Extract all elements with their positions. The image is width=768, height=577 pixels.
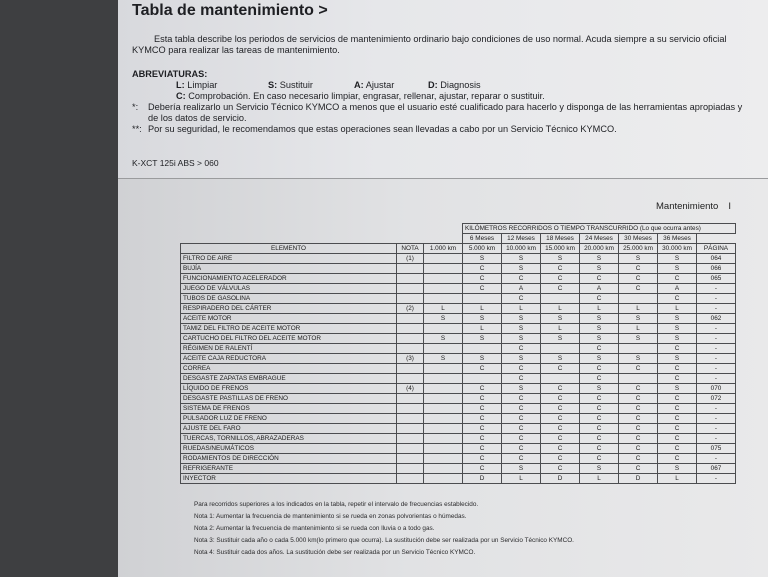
- cell-elemento: CORREA: [181, 364, 397, 374]
- cell-interval: [424, 404, 463, 414]
- cell-elemento: ACEITE CAJA REDUCTORA: [181, 354, 397, 364]
- abbr-ajustar: A: Ajustar: [354, 80, 395, 90]
- cell-interval: C: [619, 404, 658, 414]
- cell-interval: C: [580, 274, 619, 284]
- cell-elemento: INYECTOR: [181, 474, 397, 484]
- cell-elemento: REFRIGERANTE: [181, 464, 397, 474]
- cell-pagina: -: [697, 294, 736, 304]
- cell-interval: C: [580, 444, 619, 454]
- cell-elemento: LÍQUIDO DE FRENOS: [181, 384, 397, 394]
- cell-interval: C: [463, 414, 502, 424]
- cell-interval: S: [502, 384, 541, 394]
- intro-paragraph: Esta tabla describe los periodos de servicios de mantenimiento ordinario bajo condiciones de uso normal. Acuda siempre a su servicio oficial KYMCO para realizar las tareas de mantenimiento.: [132, 34, 727, 55]
- cell-interval: [424, 424, 463, 434]
- cell-nota: [397, 364, 424, 374]
- cell-interval: [541, 294, 580, 304]
- cell-interval: C: [502, 294, 541, 304]
- cell-interval: C: [580, 414, 619, 424]
- cell-interval: C: [463, 394, 502, 404]
- table-header-columns-row: [181, 244, 739, 254]
- section-title: Mantenimiento I: [656, 201, 731, 212]
- cell-interval: C: [502, 374, 541, 384]
- cell-interval: [424, 384, 463, 394]
- cell-interval: S: [658, 384, 697, 394]
- cell-interval: A: [502, 284, 541, 294]
- cell-interval: [424, 474, 463, 484]
- table-row: [181, 404, 739, 414]
- cell-interval: S: [580, 354, 619, 364]
- cell-interval: S: [619, 334, 658, 344]
- cell-interval: C: [580, 454, 619, 464]
- table-header-months-row: [181, 234, 739, 244]
- cell-interval: C: [541, 274, 580, 284]
- cell-pagina: 070: [697, 384, 736, 394]
- table-row: [181, 394, 739, 404]
- table-row: [181, 354, 739, 364]
- cell-elemento: TUBOS DE GASOLINA: [181, 294, 397, 304]
- cell-interval: S: [502, 324, 541, 334]
- cell-interval: A: [658, 284, 697, 294]
- cell-interval: [424, 414, 463, 424]
- table-row: [181, 264, 739, 274]
- cell-interval: C: [502, 424, 541, 434]
- cell-interval: [424, 294, 463, 304]
- cell-pagina: -: [697, 284, 736, 294]
- month-header: 24 Meses: [580, 234, 619, 244]
- cell-interval: C: [541, 444, 580, 454]
- cell-interval: D: [619, 474, 658, 484]
- abbreviations-heading: ABREVIATURAS:: [132, 69, 208, 79]
- cell-nota: [397, 434, 424, 444]
- footnote-2: Nota 2: Aumentar la frecuencia de mantenimiento si se rueda con lluvia o a todo gas.: [194, 525, 435, 532]
- cell-interval: L: [619, 324, 658, 334]
- cell-interval: C: [541, 424, 580, 434]
- cell-interval: S: [463, 354, 502, 364]
- cell-interval: D: [463, 474, 502, 484]
- cell-interval: C: [619, 414, 658, 424]
- cell-interval: [463, 294, 502, 304]
- cell-elemento: JUEGO DE VÁLVULAS: [181, 284, 397, 294]
- month-header: 18 Meses: [541, 234, 580, 244]
- cell-interval: L: [541, 304, 580, 314]
- cell-pagina: -: [697, 454, 736, 464]
- cell-interval: C: [502, 404, 541, 414]
- cell-interval: [424, 274, 463, 284]
- cell-pagina: -: [697, 304, 736, 314]
- col-elemento: ELEMENTO: [181, 244, 397, 254]
- km-header-cell: 20.000 km: [580, 244, 619, 254]
- page-title[interactable]: Tabla de mantenimiento >: [132, 2, 328, 19]
- cell-interval: C: [580, 404, 619, 414]
- month-header: 36 Meses: [658, 234, 697, 244]
- cell-interval: S: [463, 254, 502, 264]
- cell-interval: C: [580, 394, 619, 404]
- cell-interval: C: [502, 444, 541, 454]
- cell-interval: S: [502, 334, 541, 344]
- cell-interval: C: [580, 424, 619, 434]
- cell-interval: S: [580, 334, 619, 344]
- month-header: 30 Meses: [619, 234, 658, 244]
- cell-pagina: -: [697, 434, 736, 444]
- cell-interval: C: [463, 264, 502, 274]
- cell-interval: C: [463, 434, 502, 444]
- cell-interval: C: [541, 394, 580, 404]
- abbreviations-block: [132, 69, 752, 135]
- note-service: *: Debería realizarlo un Servicio Técnico KYMCO a menos que el usuario esté cualificado para hacerlo y disponga de las herramientas apropiadas y de los datos de servicio.: [132, 102, 743, 123]
- cell-interval: C: [619, 444, 658, 454]
- cell-interval: L: [658, 304, 697, 314]
- cell-interval: [424, 434, 463, 444]
- cell-interval: C: [502, 434, 541, 444]
- cell-nota: [397, 274, 424, 284]
- table-row: [181, 454, 739, 464]
- cell-interval: C: [619, 284, 658, 294]
- cell-pagina: -: [697, 364, 736, 374]
- cell-interval: C: [541, 414, 580, 424]
- cell-interval: L: [580, 474, 619, 484]
- cell-interval: C: [463, 384, 502, 394]
- cell-interval: L: [424, 304, 463, 314]
- cell-interval: C: [619, 394, 658, 404]
- cell-interval: S: [658, 354, 697, 364]
- cell-pagina: -: [697, 354, 736, 364]
- cell-interval: C: [619, 264, 658, 274]
- cell-interval: C: [502, 414, 541, 424]
- cell-interval: [424, 264, 463, 274]
- month-header: [424, 234, 463, 244]
- table-row: [181, 274, 739, 284]
- abbr-limpiar: L: Limpiar: [176, 80, 218, 90]
- maintenance-table: [180, 223, 739, 484]
- cell-elemento: PULSADOR LUZ DE FRENO: [181, 414, 397, 424]
- note-safety: **: Por su seguridad, le recomendamos que estas operaciones sean llevadas a cabo por un Servicio Técnico KYMCO.: [132, 124, 617, 134]
- abbreviations-row: [132, 80, 752, 91]
- table-row: [181, 344, 739, 354]
- cell-interval: C: [502, 394, 541, 404]
- cell-interval: S: [541, 314, 580, 324]
- cell-pagina: -: [697, 424, 736, 434]
- cell-interval: C: [541, 464, 580, 474]
- cell-interval: S: [424, 354, 463, 364]
- cell-elemento: RÉGIMEN DE RALENTÍ: [181, 344, 397, 354]
- table-row: [181, 374, 739, 384]
- cell-nota: [397, 324, 424, 334]
- table-row: [181, 364, 739, 374]
- cell-interval: S: [658, 314, 697, 324]
- cell-elemento: FILTRO DE AIRE: [181, 254, 397, 264]
- cell-interval: [424, 444, 463, 454]
- abbr-comprobacion: C: Comprobación. En caso necesario limpiar, engrasar, rellenar, ajustar, reparar o sustituir.: [176, 91, 545, 101]
- cell-nota: (4): [397, 384, 424, 394]
- cell-interval: L: [463, 324, 502, 334]
- km-header-cell: 15.000 km: [541, 244, 580, 254]
- spacer: [697, 234, 736, 244]
- cell-nota: [397, 344, 424, 354]
- cell-interval: C: [658, 454, 697, 464]
- cell-elemento: ACEITE MOTOR: [181, 314, 397, 324]
- cell-interval: S: [658, 324, 697, 334]
- km-header: KILÓMETROS RECORRIDOS O TIEMPO TRANSCURRIDO (Lo que ocurra antes): [463, 224, 736, 234]
- cell-interval: C: [619, 384, 658, 394]
- col-pagina: PÁGINA: [697, 244, 736, 254]
- footnotes: [194, 499, 574, 559]
- month-header: 6 Meses: [463, 234, 502, 244]
- cell-interval: C: [580, 294, 619, 304]
- table-row: [181, 314, 739, 324]
- cell-interval: C: [463, 404, 502, 414]
- cell-interval: S: [658, 464, 697, 474]
- cell-interval: C: [658, 394, 697, 404]
- cell-interval: C: [619, 274, 658, 284]
- cell-interval: S: [580, 314, 619, 324]
- cell-interval: C: [502, 344, 541, 354]
- cell-pagina: 067: [697, 464, 736, 474]
- footnote-3: Nota 3: Sustituir cada año o cada 5.000 km(lo primero que ocurra). La sustitución debe ser realizada por un Servicio Técnico KYMCO.: [194, 537, 574, 544]
- cell-interval: C: [580, 434, 619, 444]
- cell-interval: C: [580, 364, 619, 374]
- footnote-1: Nota 1: Aumentar la frecuencia de mantenimiento si se rueda en zonas polvorientas o húmedas.: [194, 513, 467, 520]
- abbr-diagnosis: D: Diagnosis: [428, 80, 481, 90]
- km-header-cell: 1.000 km: [424, 244, 463, 254]
- cell-elemento: DESGASTE ZAPATAS EMBRAGUE: [181, 374, 397, 384]
- table-row: [181, 474, 739, 484]
- cell-pagina: -: [697, 374, 736, 384]
- cell-interval: L: [502, 304, 541, 314]
- cell-interval: S: [541, 334, 580, 344]
- cell-pagina: 075: [697, 444, 736, 454]
- cell-nota: (3): [397, 354, 424, 364]
- cell-nota: [397, 464, 424, 474]
- cell-elemento: SISTEMA DE FRENOS: [181, 404, 397, 414]
- cell-interval: [424, 374, 463, 384]
- km-header-cell: 5.000 km: [463, 244, 502, 254]
- cell-interval: S: [424, 314, 463, 324]
- manual-page-photo: [118, 178, 768, 577]
- cell-nota: [397, 424, 424, 434]
- cell-elemento: FUNCIONAMIENTO ACELERADOR: [181, 274, 397, 284]
- cell-interval: C: [658, 444, 697, 454]
- cell-pagina: 066: [697, 264, 736, 274]
- cell-interval: C: [658, 434, 697, 444]
- cell-interval: C: [541, 384, 580, 394]
- cell-pagina: -: [697, 344, 736, 354]
- cell-interval: C: [580, 344, 619, 354]
- table-row: [181, 414, 739, 424]
- cell-elemento: RESPIRADERO DEL CÁRTER: [181, 304, 397, 314]
- table-body: [181, 254, 739, 484]
- manual-page-header: [118, 0, 768, 178]
- cell-interval: C: [541, 454, 580, 464]
- cell-nota: [397, 334, 424, 344]
- cell-interval: S: [580, 464, 619, 474]
- cell-interval: S: [619, 254, 658, 264]
- cell-interval: C: [658, 414, 697, 424]
- cell-interval: C: [658, 344, 697, 354]
- cell-interval: C: [463, 274, 502, 284]
- cell-interval: S: [541, 254, 580, 264]
- table-row: [181, 254, 739, 264]
- cell-interval: S: [580, 324, 619, 334]
- cell-interval: D: [541, 474, 580, 484]
- cell-interval: C: [619, 434, 658, 444]
- cell-nota: (1): [397, 254, 424, 264]
- km-header-cell: 25.000 km: [619, 244, 658, 254]
- cell-interval: C: [502, 274, 541, 284]
- cell-nota: [397, 374, 424, 384]
- table-row: [181, 324, 739, 334]
- cell-nota: [397, 314, 424, 324]
- cell-interval: C: [619, 424, 658, 434]
- table-row: [181, 304, 739, 314]
- cell-pagina: 062: [697, 314, 736, 324]
- col-nota: NOTA: [397, 244, 424, 254]
- cell-interval: [424, 394, 463, 404]
- cell-interval: S: [619, 314, 658, 324]
- cell-interval: L: [502, 474, 541, 484]
- cell-interval: S: [658, 264, 697, 274]
- cell-interval: S: [658, 254, 697, 264]
- cell-interval: C: [502, 454, 541, 464]
- cell-interval: C: [541, 284, 580, 294]
- cell-interval: [619, 344, 658, 354]
- cell-nota: [397, 284, 424, 294]
- cell-interval: S: [580, 264, 619, 274]
- footnote-general: Para recorridos superiores a los indicados en la tabla, repetir el intervalo de frecuencias establecido.: [194, 501, 479, 508]
- cell-interval: S: [502, 464, 541, 474]
- cell-nota: [397, 444, 424, 454]
- cell-pagina: -: [697, 334, 736, 344]
- cell-interval: [424, 254, 463, 264]
- km-header-cell: 10.000 km: [502, 244, 541, 254]
- cell-interval: [424, 324, 463, 334]
- cell-interval: L: [619, 304, 658, 314]
- cell-interval: A: [580, 284, 619, 294]
- cell-interval: [463, 344, 502, 354]
- table-row: [181, 334, 739, 344]
- cell-nota: [397, 294, 424, 304]
- cell-interval: [541, 374, 580, 384]
- cell-interval: C: [619, 464, 658, 474]
- cell-interval: S: [502, 264, 541, 274]
- cell-elemento: CARTUCHO DEL FILTRO DEL ACEITE MOTOR: [181, 334, 397, 344]
- table-row: [181, 444, 739, 454]
- cell-interval: C: [463, 444, 502, 454]
- cell-interval: C: [463, 424, 502, 434]
- cell-interval: S: [580, 254, 619, 264]
- cell-nota: [397, 474, 424, 484]
- cell-pagina: -: [697, 404, 736, 414]
- cell-interval: [424, 284, 463, 294]
- cell-interval: S: [502, 254, 541, 264]
- cell-interval: L: [541, 324, 580, 334]
- table-row: [181, 384, 739, 394]
- cell-elemento: TUERCAS, TORNILLOS, ABRAZADERAS: [181, 434, 397, 444]
- cell-interval: S: [424, 334, 463, 344]
- cell-interval: C: [463, 284, 502, 294]
- cell-elemento: TAMIZ DEL FILTRO DE ACEITE MOTOR: [181, 324, 397, 334]
- cell-pagina: -: [697, 324, 736, 334]
- km-header-cell: 30.000 km: [658, 244, 697, 254]
- table-row: [181, 424, 739, 434]
- cell-interval: [424, 344, 463, 354]
- cell-nota: (2): [397, 304, 424, 314]
- cell-interval: C: [541, 404, 580, 414]
- cell-elemento: BUJÍA: [181, 264, 397, 274]
- cell-interval: C: [580, 374, 619, 384]
- cell-interval: C: [658, 274, 697, 284]
- cell-interval: C: [658, 294, 697, 304]
- cell-nota: [397, 404, 424, 414]
- cell-interval: C: [463, 454, 502, 464]
- cell-interval: C: [619, 454, 658, 464]
- cell-interval: C: [658, 424, 697, 434]
- cell-nota: [397, 414, 424, 424]
- table-row: [181, 284, 739, 294]
- cell-interval: C: [541, 434, 580, 444]
- cell-interval: S: [619, 354, 658, 364]
- cell-interval: S: [502, 314, 541, 324]
- table-row: [181, 464, 739, 474]
- breadcrumb[interactable]: K-XCT 125i ABS > 060: [132, 158, 219, 168]
- cell-pagina: 065: [697, 274, 736, 284]
- cell-pagina: -: [697, 414, 736, 424]
- cell-interval: S: [463, 334, 502, 344]
- cell-interval: [541, 344, 580, 354]
- cell-interval: C: [658, 404, 697, 414]
- cell-interval: L: [658, 474, 697, 484]
- cell-interval: S: [463, 314, 502, 324]
- cell-nota: [397, 394, 424, 404]
- cell-elemento: RODAMIENTOS DE DIRECCIÓN: [181, 454, 397, 464]
- cell-interval: C: [658, 364, 697, 374]
- cell-pagina: 064: [697, 254, 736, 264]
- cell-pagina: 072: [697, 394, 736, 404]
- cell-interval: C: [541, 364, 580, 374]
- cell-interval: C: [463, 464, 502, 474]
- cell-elemento: AJUSTE DEL FARO: [181, 424, 397, 434]
- table-row: [181, 434, 739, 444]
- table-row: [181, 294, 739, 304]
- table-header-km-row: [181, 224, 739, 234]
- cell-interval: C: [619, 364, 658, 374]
- cell-interval: S: [580, 384, 619, 394]
- cell-interval: L: [580, 304, 619, 314]
- cell-interval: S: [658, 334, 697, 344]
- cell-nota: [397, 264, 424, 274]
- cell-elemento: DESGASTE PASTILLAS DE FRENO: [181, 394, 397, 404]
- cell-interval: [424, 454, 463, 464]
- footnote-4: Nota 4: Sustituir cada dos años. La sustitución debe ser realizada por un Servicio Técnico KYMCO.: [194, 549, 476, 556]
- cell-pagina: -: [697, 474, 736, 484]
- cell-interval: S: [502, 354, 541, 364]
- cell-interval: [619, 294, 658, 304]
- cell-interval: C: [463, 364, 502, 374]
- cell-elemento: RUEDAS/NEUMÁTICOS: [181, 444, 397, 454]
- cell-interval: [619, 374, 658, 384]
- cell-interval: [424, 364, 463, 374]
- cell-interval: C: [541, 264, 580, 274]
- cell-interval: C: [502, 364, 541, 374]
- cell-interval: S: [541, 354, 580, 364]
- cell-nota: [397, 454, 424, 464]
- cell-interval: L: [463, 304, 502, 314]
- cell-interval: [463, 374, 502, 384]
- abbr-sustituir: S: Sustituir: [268, 80, 313, 90]
- month-header: 12 Meses: [502, 234, 541, 244]
- cell-interval: [424, 464, 463, 474]
- cell-interval: C: [658, 374, 697, 384]
